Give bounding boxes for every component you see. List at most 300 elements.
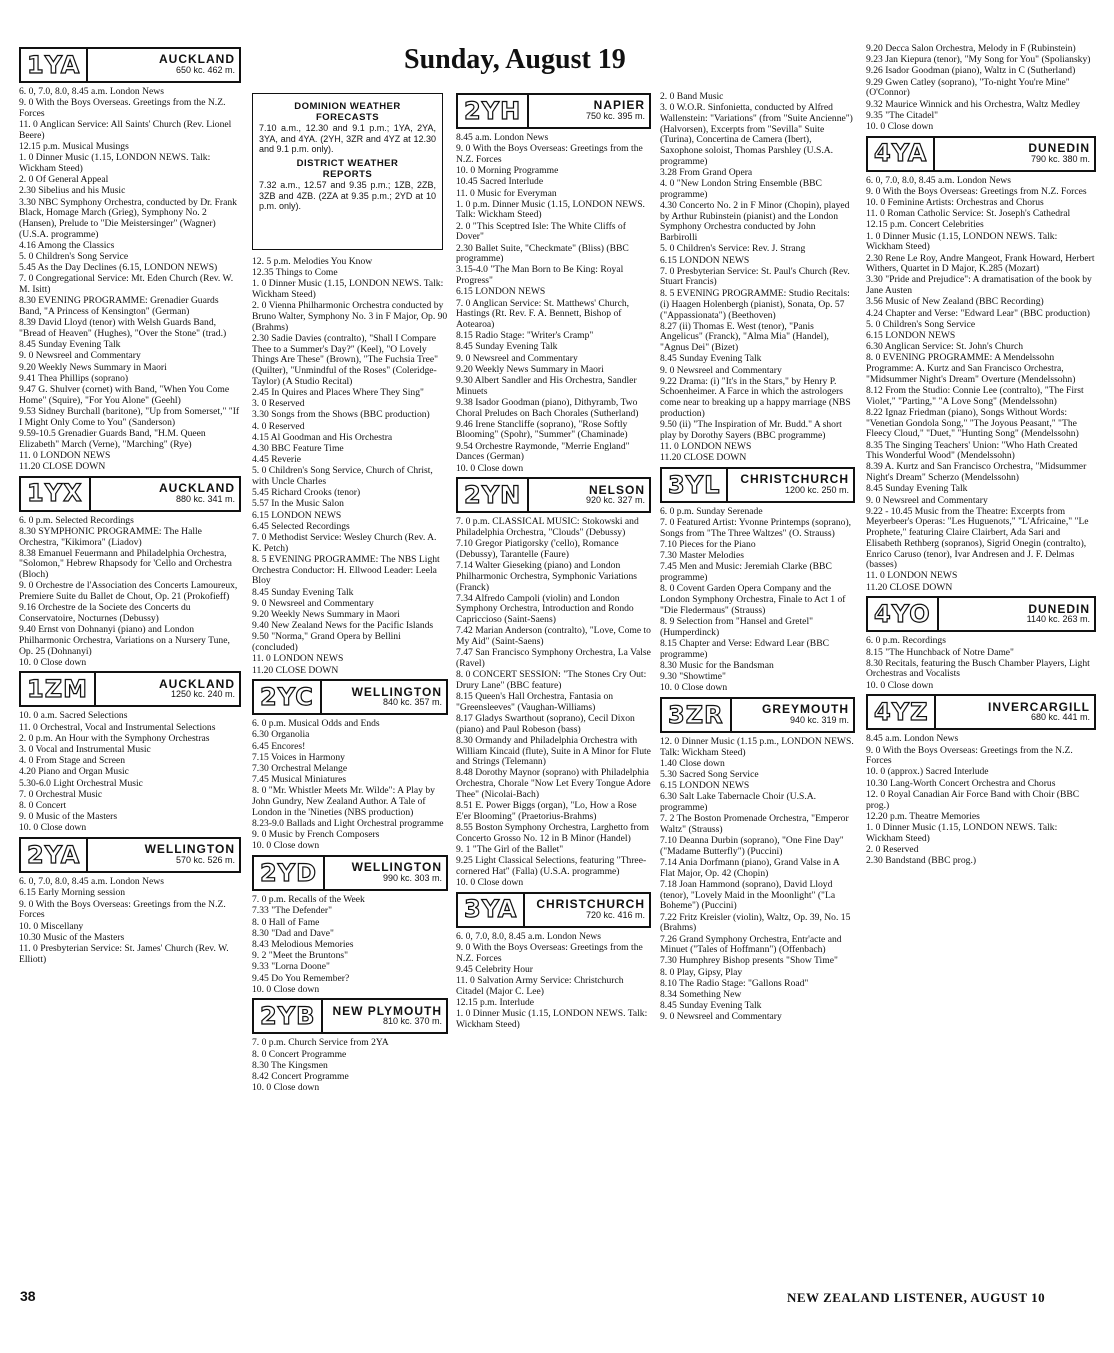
programme-entry: 7.10 Gregor Piatigorsky ('cello), Romance (Debussy), Tarantelle (Faure) xyxy=(456,538,619,560)
station-callsign: 4YA xyxy=(868,138,935,170)
station-heading-2yc xyxy=(252,679,448,715)
programme-entry: 11. 0 LONDON NEWS xyxy=(866,570,958,582)
station-heading-2yn xyxy=(456,477,651,513)
page-header: Sunday, August 19 xyxy=(404,44,626,75)
programme-entry: 11. 0 LONDON NEWS xyxy=(660,441,752,452)
programme-entry: 11. 0 Anglican Service: All Saints' Church (Rev. Lionel Beere) xyxy=(19,119,232,141)
programme-entry: 8.30 The Kingsmen xyxy=(252,1059,328,1071)
programme-entry: 2. 0 Band Music xyxy=(660,92,724,102)
programme-entry: 12.15 p.m. Interlude xyxy=(456,996,535,1008)
programme-entry: 8. 9 Selection from "Hansel and Gretel" (Humperdinck) xyxy=(660,615,814,638)
station-callsign: 3YA xyxy=(458,894,525,926)
programme-entry: 9. 0 With the Boys Overseas: Greetings from the N.Z. Forces xyxy=(19,898,226,921)
programme-entry: 1. 0 Dinner Music (1.15, LONDON NEWS. Talk: Wickham Steed) xyxy=(456,1008,648,1030)
programme-entry: 8. 0 CONCERT SESSION: "The Stones Cry Out: Drury Lane" (BBC feature) xyxy=(456,669,647,691)
programme-entry: 10. 0 Close down xyxy=(19,656,87,668)
station-frequency: 720 kc. 416 m. xyxy=(585,909,645,920)
programme-entry: 8. 5 EVENING PROGRAMME: Studio Recitals: xyxy=(660,287,850,299)
programme-entry: 4. 0 "New London String Ensemble (BBC programme) xyxy=(660,178,822,200)
column-3 xyxy=(456,90,651,1284)
programme-entry: 8.30 Music for the Bandsman xyxy=(660,659,774,671)
programme-entry: 9. 2 "Meet the Bruntons" xyxy=(252,950,349,962)
station-frequency: 1200 kc. 250 m. xyxy=(784,484,849,495)
programme-entry: 8.45 Sunday Evening Talk xyxy=(456,341,558,353)
programme-entry: 11. 0 Music for Everyman xyxy=(456,187,557,199)
programme-entry: 1. 0 p.m. Dinner Music (1.15, LONDON NEWS. Talk: Wickham Steed) xyxy=(456,198,645,221)
programme-entry: 2. 0 Of General Appeal xyxy=(19,174,109,186)
station-callsign: 2YC xyxy=(254,681,322,713)
programme-entry: 10.30 Lang-Worth Concert Orchestra and Chorus xyxy=(866,777,1056,789)
programme-entry: 8.10 The Radio Stage: "Gallons Road" xyxy=(660,977,809,989)
programme-entry: 11. 0 Salvation Army Service: Christchurch Citadel (Major C. Lee) xyxy=(456,975,624,997)
programme-entry: 12. 0 Royal Canadian Air Force Band with Choir (BBC prog.) xyxy=(866,788,1080,811)
programme-entry: 4.24 Chapter and Verse: "Edward Lear" (BBC production) xyxy=(866,307,1090,319)
programme-entry: 10. 0 Close down xyxy=(19,822,87,834)
programme-entry: 9. 0 Newsreel and Commentary xyxy=(19,350,141,362)
programme-entry: 4.30 Concerto No. 2 in F Minor (Chopin), played by Arthur Rubinstein (pianist) and the London Symphony Orchestra conducted by John Barbirolli xyxy=(660,200,850,244)
programme-entry: 8. 0 Concert xyxy=(19,800,67,812)
station-info xyxy=(936,696,1094,728)
programme-entry: 3.30 NBC Symphony Orchestra, conducted by Dr. Frank Black, Homage March (Grieg), Symphony No. 2 (Hansen), Prelude to "Die Meistersinger" (Wagner) (U.S.A. programme) xyxy=(19,196,237,240)
station-city: CHRISTCHURCH xyxy=(536,897,645,911)
station-frequency: 880 kc. 341 m. xyxy=(175,493,235,504)
programme-entry: 9. 0 Newsreel and Commentary xyxy=(456,352,578,364)
station-heading-3zr xyxy=(660,697,855,733)
programme-entry: 7.33 "The Defender" xyxy=(252,905,333,917)
programme-entry: 4.16 Among the Classics xyxy=(19,239,115,251)
programme-entry: 6. 0 p.m. Recordings xyxy=(866,635,946,647)
programme-entry: 4.30 BBC Feature Time xyxy=(252,442,344,454)
programme-entry: 11. 0 LONDON NEWS xyxy=(252,653,344,665)
programme-entry: 9.22 - 10.45 Music from the Theatre: Excerpts from Meyerbeer's Operas: "Les Huguenots," "L'Africaine," "Le Prophete," featuring Claire Clairbert, Ada Sari and Elisabeth Rethberg (sopranos), Sigrid Onegin (contralto), Enrico Caruso (tenor), Ivar Andresen and J. F. Delmas (basses) xyxy=(866,505,1089,571)
programme-entry: 9. 0 With the Boys Overseas. Greetings from the N.Z. Forces xyxy=(19,97,226,119)
weather-box xyxy=(252,93,443,250)
programme-entry: 8.45 Sunday Evening Talk xyxy=(660,353,762,365)
programme-entry: 9.20 Weekly News Summary in Maori xyxy=(252,609,400,620)
station-heading-2ya xyxy=(19,837,241,873)
programme-entry: 4.20 Piano and Organ Music xyxy=(19,766,129,778)
programme-entry: 10.45 Sacred Interlude xyxy=(456,176,544,188)
programme-entry: (i) Haagen Holenbergh (pianist), Sonata, Op. 57 ("Appassionata") (Beethoven) xyxy=(660,298,845,321)
programme-entry: 5. 0 Children's Song Service xyxy=(866,318,976,330)
station-city: GREYMOUTH xyxy=(762,702,849,717)
programme-entry: 3.15-4.0 "The Man Born to Be King: Royal Progress" xyxy=(456,264,624,287)
programme-entry: 7. 0 Orchestral Music xyxy=(19,788,103,800)
programme-entry: 2.30 Bandstand (BBC prog.) xyxy=(866,855,977,867)
station-frequency: 680 kc. 441 m. xyxy=(1030,712,1090,723)
programme-entry: 11.20 CLOSE DOWN xyxy=(19,460,106,472)
weather-text: 7.32 a.m., 12.57 and 9.35 p.m.; 1ZB, 2ZB, 3ZB and 4ZB. (2ZA at 9.35 p.m.; 2YD at 10 p.m. only). xyxy=(259,180,436,212)
programme-entry: 9.16 Orchestre de la Societe des Concerts du Conservatoire, Nocturnes (Debussy) xyxy=(19,602,191,624)
station-heading-3ya xyxy=(456,892,651,928)
station-info xyxy=(325,857,446,889)
programme-entry: 7.30 Master Melodies xyxy=(660,550,744,562)
station-heading-2yh xyxy=(456,93,651,129)
station-info xyxy=(91,478,239,510)
programme-entry: 8.12 From the Studio: Connie Lee (contralto), "The First Violet," "Parting," "A Love Song" (Mendelssohn) xyxy=(866,384,1084,407)
programme-entry: 8.45 Sunday Evening Talk xyxy=(252,586,354,598)
programme-entry: 1. 0 Dinner Music (1.15, LONDON NEWS. Talk: Wickham Steed) xyxy=(19,152,211,174)
programme-entry: 3.28 From Grand Opera xyxy=(660,166,753,178)
programme-entry: 10. 0 Close down xyxy=(456,462,524,474)
programme-entry: 8.39 A. Kurtz and San Francisco Orchestra, "Midsummer Night's Dream" Scherzo (Mendelssohn) xyxy=(866,461,1087,484)
programme-entry: 5. 0 Children's Service: Rev. J. Strang xyxy=(660,243,806,255)
programme-entry: 11. 0 Presbyterian Service: St. James' Church (Rev. W. Elliott) xyxy=(19,942,229,965)
programme-entry: 8.30 "Dad and Dave" xyxy=(252,927,334,939)
programme-entry: 7.10 Pieces for the Piano xyxy=(660,539,756,551)
programme-entry: 12. 0 Dinner Music (1.15 p.m., LONDON NEWS. Talk: Wickham Steed) xyxy=(660,735,854,758)
programme-entry: 9.30 "Showtime" xyxy=(660,670,726,682)
programme-entry: 6.15 LONDON NEWS xyxy=(660,254,750,266)
programme-entry: 8.35 The Singing Teachers' Union: "Who Hath Created This Wonderful Wood" (Mendelssohn) xyxy=(866,439,1078,462)
programme-entry: 8.15 "The Hunchback of Notre Dame" xyxy=(866,646,1014,658)
programme-entry: 6.45 Encores! xyxy=(252,740,306,752)
weather-title: REPORTS xyxy=(322,168,373,180)
station-city: DUNEDIN xyxy=(1028,601,1090,616)
programme-entry: 6.15 LONDON NEWS xyxy=(660,780,750,792)
programme-entry: 10. 0 Close down xyxy=(866,120,934,132)
programme-entry: 6.15 LONDON NEWS xyxy=(456,286,546,298)
station-heading-4ya xyxy=(866,136,1096,172)
station-heading-1yx xyxy=(19,476,241,512)
station-info xyxy=(323,1000,446,1032)
page-number: 38 xyxy=(20,1288,36,1304)
programme-entry: 9. 0 With the Boys Overseas: Greetings from N.Z. Forces xyxy=(866,185,1087,197)
programme-entry: 5.30 Sacred Song Service xyxy=(660,768,759,780)
programme-entry: 7. 0 p.m. CLASSICAL MUSIC: Stokowski and Philadelphia Orchestra, "Clouds" (Debussy) xyxy=(456,516,639,538)
programme-entry: 10. 0 a.m. Sacred Selections xyxy=(19,710,128,722)
programme-entry: 1. 0 Dinner Music (1.15, LONDON NEWS. Talk: Wickham Steed) xyxy=(866,230,1058,253)
programme-entry: 9.33 "Lorna Doone" xyxy=(252,961,330,973)
station-frequency: 940 kc. 319 m. xyxy=(789,714,849,725)
programme-entry: 3. 0 Reserved xyxy=(252,398,305,410)
station-city: WELLINGTON xyxy=(351,860,442,875)
programme-entry: 9.53 Sidney Burchall (baritone), "Up from Somerset," "If I Might Only Come to You" (Sanderson) xyxy=(19,405,240,428)
programme-entry: 7.45 Musical Miniatures xyxy=(252,774,347,786)
programme-entry: 6. 0 p.m. Musical Odds and Ends xyxy=(252,718,380,730)
programme-entry: 7. 0 p.m. Church Service from 2YA xyxy=(252,1037,389,1049)
station-callsign: 1ZM xyxy=(21,673,96,705)
programme-entry: 7. 2 The Boston Promenade Orchestra, "Emperor Waltz" (Strauss) xyxy=(660,813,849,835)
programme-entry: 3.30 "Pride and Prejudice": A dramatisation of the book by Jane Austen xyxy=(866,274,1092,297)
programme-entry: 7.34 Alfredo Campoli (violin) and London Symphony Orchestra, Introduction and Rondo Capriccioso (Saint-Saens) xyxy=(456,592,634,626)
station-city: INVERCARGILL xyxy=(988,699,1090,714)
column-1 xyxy=(19,44,241,1284)
programme-entry: 9. 0 Newsreel and Commentary xyxy=(660,1011,782,1023)
station-callsign: 3ZR xyxy=(662,699,732,731)
programme-entry: 5. 0 Children's Song Service xyxy=(19,251,129,263)
programme-entry: 9.54 Orchestre Raymonde, "Merrie England" Dances (German) xyxy=(456,440,630,463)
programme-entry: 8.30 Recitals, featuring the Busch Chamber Players, Light Orchestras and Vocalists xyxy=(866,657,1090,680)
programme-entry: 8.15 Queen's Hall Orchestra, Fantasia on "Greensleeves" (Vaughan-Williams) xyxy=(456,691,614,713)
programme-entry: 8.45 a.m. London News xyxy=(456,132,549,143)
programme-entry: 4.45 Reverie xyxy=(252,454,302,466)
programme-entry: 6. 0, 7.0, 8.0, 8.45 a.m. London News xyxy=(19,876,164,888)
station-heading-3yl xyxy=(660,467,855,503)
station-callsign: 1YX xyxy=(21,478,91,510)
programme-entry: 8.45 Sunday Evening Talk xyxy=(19,339,121,351)
programme-entry: 8.45 a.m. London News xyxy=(866,733,959,745)
programme-entry: 12.20 p.m. Theatre Memories xyxy=(866,810,980,822)
programme-entry: 9. 0 Music of the Masters xyxy=(19,811,118,823)
programme-entry: 7.10 Deanna Durbin (soprano), "One Fine Day" ("Madame Butterfly") (Puccini) xyxy=(660,835,844,857)
programme-entry: 12.35 Things to Come xyxy=(252,267,338,279)
programme-entry: 8.42 Concert Programme xyxy=(252,1071,349,1083)
programme-entry: 7.14 Walter Gieseking (piano) and London Philharmonic Orchestra, Symphonic Variations (Franck) xyxy=(456,560,638,593)
programme-entry: 2. 0 "This Sceptred Isle: The White Cliffs of Dover" xyxy=(456,220,626,243)
station-heading-4yo xyxy=(866,596,1096,632)
programme-entry: 8.39 David Lloyd (tenor) with Welsh Guards Band, "Bread of Heaven" (Hughes), "Over the Stone" (trad.) xyxy=(19,317,227,339)
programme-entry: 12.15 p.m. Musical Musings xyxy=(19,141,129,153)
station-info xyxy=(939,598,1094,630)
weather-text: 7.10 a.m., 12.30 and 9.1 p.m.; 1YA, 2YA, 3YA, and 4YA. (2YH, 3ZR and 4YZ at 12.30 and 9.1 p.m. only). xyxy=(259,123,436,155)
programme-entry: 8. 0 EVENING PROGRAMME: A Mendelssohn Programme: A. Kurtz and San Francisco Orchestra, "Midsummer Night's Dream" Overture (Mendelssohn) xyxy=(866,352,1076,385)
station-heading-2yb xyxy=(252,998,448,1034)
station-info xyxy=(529,479,649,511)
station-frequency: 840 kc. 357 m. xyxy=(382,697,442,708)
station-callsign: 2YD xyxy=(254,857,325,889)
programme-entry: 8. 0 "Mr. Whistler Meets Mr. Wilde": A Play by John Gundry, New Zealand Author. A Tale of London in the 'Nineties (NBS production) xyxy=(252,785,435,818)
programme-entry: 10. 0 Miscellany xyxy=(19,920,84,932)
programme-entry: 3.56 Music of New Zealand (BBC Recording) xyxy=(866,296,1044,308)
programme-entry: 7. 0 Methodist Service: Wesley Church (Rev. A. K. Petch) xyxy=(252,532,437,554)
programme-entry: 9.50 "Norma," Grand Opera by Bellini (concluded) xyxy=(252,631,401,654)
programme-entry: 3. 0 Vocal and Instrumental Music xyxy=(19,744,151,756)
station-city: AUCKLAND xyxy=(159,52,235,67)
station-city: WELLINGTON xyxy=(144,842,235,857)
station-heading-1zm xyxy=(19,671,241,707)
programme-entry: 9.25 Light Classical Selections, featuring "Three-cornered Hat" (Falla) (U.S.A. programme) xyxy=(456,855,647,877)
programme-entry: 8. 0 Hall of Fame xyxy=(252,916,320,928)
programme-entry: 7. 0 p.m. Recalls of the Week xyxy=(252,894,365,906)
station-callsign: 2YH xyxy=(458,95,529,127)
programme-entry: 9.38 Isador Goodman (piano), Dithyramb, Two Choral Preludes on Bach Chorales (Sutherland) xyxy=(456,396,639,419)
programme-entry: 5.45 As the Day Declines (6.15, LONDON NEWS) xyxy=(19,262,218,274)
programme-entry: 3.30 Songs from the Shows (BBC production) xyxy=(252,409,430,421)
station-frequency: 810 kc. 370 m. xyxy=(382,1016,442,1027)
programme-entry: 8. 0 Covent Garden Opera Company and the London Symphony Orchestra, Finale to Act 1 of "Die Fledermaus" (Strauss) xyxy=(660,583,846,616)
programme-entry: 9.35 "The Citadel" xyxy=(866,109,939,121)
programme-entry: 11. 0 Orchestral, Vocal and Instrumental Selections xyxy=(19,721,216,733)
programme-entry: 8.22 Ignaz Friedman (piano), Songs Without Words: "Venetian Gondola Song," "The Joyous Peasant," "The Fleecy Cloud," "Duet," "Hunting Song" (Mendelssohn) xyxy=(866,406,1079,440)
programme-entry: 8.45 Sunday Evening Talk xyxy=(660,1000,762,1012)
programme-entry: 10. 0 Close down xyxy=(456,877,524,888)
programme-entry: 8. 0 Concert Programme xyxy=(252,1048,347,1060)
programme-entry: 10. 0 Close down xyxy=(866,679,934,691)
programme-entry: 6.15 LONDON NEWS xyxy=(866,329,956,341)
programme-entry: 10. 0 Close down xyxy=(252,1082,320,1094)
programme-entry: 7.30 Humphrey Bishop presents "Show Time" xyxy=(660,955,838,967)
station-city: AUCKLAND xyxy=(159,676,235,691)
programme-entry: 7.18 Joan Hammond (soprano), David Lloyd (tenor), "Lovely Maid in the Moonlight" ("La Boheme") (Puccini) xyxy=(660,879,836,912)
programme-entry: 2. 0 Reserved xyxy=(866,843,919,855)
programme-entry: 11. 0 LONDON NEWS xyxy=(19,449,111,461)
programme-entry: 9.47 G. Shulver (cornet) with Band, "When You Come Home" (Squire), "For You Alone" (Geehl) xyxy=(19,383,230,406)
programme-entry: 7.45 Men and Music: Jeremiah Clarke (BBC programme) xyxy=(660,561,832,584)
programme-entry: 7.30 Orchestral Melange xyxy=(252,763,348,775)
station-frequency: 790 kc. 380 m. xyxy=(1030,153,1090,164)
programme-entry: 9.23 Jan Kiepura (tenor), "My Song for You" (Spoliansky) xyxy=(866,54,1091,66)
programme-entry: 9.41 Thea Phillips (soprano) xyxy=(19,372,129,384)
programme-entry: 10. 0 Feminine Artists: Orchestras and Chorus xyxy=(866,197,1044,209)
programme-entry: 6.30 Salt Lake Tabernacle Choir (U.S.A. programme) xyxy=(660,791,817,814)
station-city: AUCKLAND xyxy=(159,480,235,495)
station-city: CHRISTCHURCH xyxy=(740,472,849,487)
programme-entry: 2.30 Sadie Davies (contralto), "Shall I Compare Thee to a Summer's Day?" (Keel), "O Lovely Things Are These" (Brown), "The Fuchsia Tree" (Quilter), "Unmindful of the Roses" (Coleridge-Taylor) (A Studio Recital) xyxy=(252,332,439,387)
programme-entry: 12. 5 p.m. Melodies You Know xyxy=(252,257,373,267)
programme-entry: 11.20 CLOSE DOWN xyxy=(252,664,339,676)
programme-entry: 9.20 Weekly News Summary in Maori xyxy=(19,361,167,373)
programme-entry: 7. 0 Featured Artist: Yvonne Printemps (soprano), Songs from "The Three Waltzes" (O. Strauss) xyxy=(660,517,852,539)
programme-entry: 9.45 Do You Remember? xyxy=(252,972,350,984)
programme-entry: 1.40 Close down xyxy=(660,757,725,769)
programme-entry: 6. 0, 7.0, 8.0, 8.45 a.m. London News xyxy=(866,174,1011,186)
programme-entry: 6.30 Anglican Service: St. John's Church xyxy=(866,341,1024,353)
column-4 xyxy=(660,92,855,1284)
programme-entry: 8.55 Boston Symphony Orchestra, Larghetto from Concerto Grosso No. 12 in B Minor (Handel) xyxy=(456,821,650,844)
weather-title: DOMINION WEATHER xyxy=(294,101,401,112)
station-city: NELSON xyxy=(588,482,645,497)
station-info xyxy=(529,95,649,127)
station-city: WELLINGTON xyxy=(351,684,442,699)
publication-footer: NEW ZEALAND LISTENER, AUGUST 10 xyxy=(787,1290,1046,1305)
station-callsign: 2YB xyxy=(254,1000,323,1032)
weather-title: FORECASTS xyxy=(315,111,380,123)
programme-entry: 9. 0 Newsreel and Commentary xyxy=(660,364,782,376)
station-callsign: 1YA xyxy=(21,49,88,81)
column-5 xyxy=(866,44,1096,1284)
programme-entry: 9.40 New Zealand News for the Pacific Islands xyxy=(252,620,434,632)
programme-entry: 5.57 In the Music Salon xyxy=(252,498,344,510)
programme-entry: 9. 0 With the Boys Overseas: Greetings from the N.Z. Forces xyxy=(456,941,643,964)
programme-entry: 4.15 Al Goodman and His Orchestra xyxy=(252,431,393,443)
programme-entry: 9. 1 "The Girl of the Ballet" xyxy=(456,843,564,855)
programme-entry: 7. 0 Congregational Service: Mt. Eden Church (Rev. W. M. Isitt) xyxy=(19,273,234,296)
programme-entry: 8.30 EVENING PROGRAMME: Grenadier Guards Band, "A Princess of Kensington" (German) xyxy=(19,295,219,318)
programme-entry: 8.30 SYMPHONIC PROGRAMME: The Halle Orchestra, "Kikimora" (Liadov) xyxy=(19,525,202,548)
programme-entry: 11. 0 Roman Catholic Service: St. Joseph's Cathedral xyxy=(866,208,1071,220)
programme-entry: 11.20 CLOSE DOWN xyxy=(660,452,747,464)
programme-entry: 8. 0 Play, Gipsy, Play xyxy=(660,966,743,978)
programme-entry: 7. 0 Presbyterian Service: St. Paul's Church (Rev. Stuart Francis) xyxy=(660,265,850,288)
programme-entry: 9.46 Irene Stancliffe (soprano), "Rose Softly Blooming" (Spohr), "Summer" (Chaminade) xyxy=(456,418,628,441)
programme-entry: 8.45 Sunday Evening Talk xyxy=(866,483,968,495)
programme-entry: 8.43 Melodious Memories xyxy=(252,938,354,950)
programme-entry: 9.50 (ii) "The Inspiration of Mr. Budd." A short play by Dorothy Sayers (BBC programme) xyxy=(660,419,842,441)
station-info xyxy=(88,839,239,871)
weather-title: DISTRICT WEATHER xyxy=(296,157,399,169)
station-heading-1ya xyxy=(19,47,241,83)
programme-entry: 6.15 Early Morning session xyxy=(19,887,126,899)
programme-entry: 2. 0 p.m. An Hour with the Symphony Orchestras xyxy=(19,732,210,744)
programme-entry: 8.38 Emanuel Feuermann and Philadelphia Orchestra, "Solomon," Hebrew Rhapsody for 'Cello and Orchestra (Bloch) xyxy=(19,547,232,581)
station-heading-4yz xyxy=(866,694,1096,730)
programme-entry: 9. 0 With the Boys Overseas: Greetings from the N.Z. Forces xyxy=(866,744,1073,767)
programme-entry: 8.27 (ii) Thomas E. West (tenor), "Panis Angelicus" (Franck), "Alma Mia" (Handel), "Agnus Dei" (Bizet) xyxy=(660,320,829,354)
programme-entry: 11.20 CLOSE DOWN xyxy=(866,581,953,593)
programme-entry: 7.14 Ania Dorfmann (piano), Grand Valse in A Flat Major, Op. 42 (Chopin) xyxy=(660,857,840,879)
programme-entry: 10. 0 (approx.) Sacred Interlude xyxy=(866,766,989,778)
station-info xyxy=(88,49,239,81)
programme-entry: 9.26 Isador Goodman (piano), Waltz in C (Sutherland) xyxy=(866,65,1076,77)
programme-entry: 10. 0 Close down xyxy=(252,983,320,995)
programme-entry: 6.30 Organolia xyxy=(252,729,310,741)
programme-entry: 9.32 Maurice Winnick and his Orchestra, Waltz Medley xyxy=(866,98,1081,110)
programme-entry: 6. 0, 7.0, 8.0, 8.45 a.m. London News xyxy=(19,86,164,97)
station-frequency: 1140 kc. 263 m. xyxy=(1026,614,1090,625)
station-info xyxy=(525,894,649,926)
station-callsign: 4YZ xyxy=(868,696,936,728)
programme-entry: 7. 0 Anglican Service: St. Matthews' Church, Hastings (Rt. Rev. F. A. Bennett, Bishop of Aotearoa) xyxy=(456,297,630,330)
programme-entry: 10. 0 Close down xyxy=(660,682,728,694)
station-frequency: 750 kc. 395 m. xyxy=(585,111,645,121)
programme-entry: 3. 0 W.O.R. Sinfonietta, conducted by Alfred Wallenstein: "Variations" (from "Suite Ancienne") (Halvorsen), Excerpts from "Sevilla" Suite (Turina), Concertina de Camera (Ibert), Saxophone soloist, Thomas Parshley (U.S.A. programme) xyxy=(660,102,853,167)
programme-entry: 10.30 Music of the Masters xyxy=(19,931,125,943)
programme-entry: 9. 0 Newsreel and Commentary xyxy=(252,597,374,609)
programme-entry: 8.30 Ormandy and Philadelphia Orchestra with William Kincaid (flute), Suite in A Minor for Flute and Strings (Telemann) xyxy=(456,734,651,768)
programme-entry: 6.15 LONDON NEWS xyxy=(252,509,342,521)
programme-entry: 9.40 Ernst von Dohnanyi (piano) and London Philharmonic Orchestra, Variations on a Nursery Tune, Op. 25 (Dohnanyi) xyxy=(19,624,230,657)
programme-entry: 10. 0 Morning Programme xyxy=(456,165,559,177)
station-info xyxy=(322,681,446,713)
programme-entry: 12.15 p.m. Concert Celebrities xyxy=(866,219,984,231)
station-frequency: 1250 kc. 240 m. xyxy=(170,689,235,700)
programme-entry: 8.51 E. Power Biggs (organ), "Lo, How a Rose E'er Blooming" (Praetorius-Brahms) xyxy=(456,800,637,822)
programme-entry: 1. 0 Dinner Music (1.15, LONDON NEWS. Talk: Wickham Steed) xyxy=(252,278,444,301)
programme-entry: 7.15 Voices in Harmony xyxy=(252,751,345,763)
programme-entry: 9. 0 Newsreel and Commentary xyxy=(866,494,988,506)
programme-entry: 5.45 Richard Crooks (tenor) xyxy=(252,487,361,499)
station-info xyxy=(728,469,853,501)
programme-entry: 7.26 Grand Symphony Orchestra, Entr'acte and Minuet ("Tales of Hoffmann") (Offenbach) xyxy=(660,933,842,956)
programme-entry: 8.48 Dorothy Maynor (soprano) with Philadelphia Orchestra, Chorale "Now Let Every Tongue Adore Thee" (Nicolai-Bach) xyxy=(456,767,651,800)
programme-entry: 9.59-10.5 Grenadier Guards Band, "H.M. Queen Elizabeth" March (Verne), "Marching" (Rye) xyxy=(19,427,206,450)
programme-entry: 9.29 Gwen Catley (soprano), "To-night You're Mine" (O'Connor) xyxy=(866,76,1070,99)
programme-entry: 4. 0 Reserved xyxy=(252,420,305,432)
programme-entry: 8.23-9.0 Ballads and Light Orchestral programme xyxy=(252,818,444,830)
programme-entry: 5. 0 Children's Song Service, Church of Christ, with Uncle Charles xyxy=(252,465,433,488)
station-callsign: 4YO xyxy=(868,598,939,630)
programme-entry: 7.22 Fritz Kreisler (violin), Waltz, Op. 39, No. 15 (Brahms) xyxy=(660,911,851,934)
station-city: NEW PLYMOUTH xyxy=(332,1003,442,1018)
programme-entry: 8.15 Radio Stage: "Writer's Cramp" xyxy=(456,330,594,342)
programme-entry: 9. 0 With the Boys Overseas: Greetings from the N.Z. Forces xyxy=(456,143,643,165)
station-info xyxy=(96,673,239,705)
programme-entry: 8.17 Gladys Swarthout (soprano), Cecil Dixon (piano) and Paul Robeson (bass) xyxy=(456,712,635,735)
station-city: DUNEDIN xyxy=(1028,140,1090,155)
programme-entry: 9. 0 Music by French Composers xyxy=(252,829,380,841)
programme-entry: 5.30-6.0 Light Orchestral Music xyxy=(19,777,143,789)
programme-entry: 4. 0 From Stage and Screen xyxy=(19,755,126,767)
programme-entry: 10. 0 Close down xyxy=(252,840,320,852)
column-2 xyxy=(252,257,448,1284)
programme-entry: 7.47 San Francisco Symphony Orchestra, La Valse (Ravel) xyxy=(456,647,651,669)
station-callsign: 2YN xyxy=(458,479,529,511)
programme-entry: 6. 0 p.m. Selected Recordings xyxy=(19,514,134,526)
programme-entry: 8. 5 EVENING PROGRAMME: The NBS Light Orchestra Conductor: H. Ellwood Leader: Leela Bloy xyxy=(252,553,440,587)
programme-entry: 6. 0, 7.0, 8.0, 8.45 a.m. London News xyxy=(456,930,601,942)
programme-entry: 8.34 Something New xyxy=(660,989,742,1001)
station-city: NAPIER xyxy=(593,98,645,113)
programme-entry: 7.42 Marian Anderson (contralto), "Love, Come to My Aid" (Saint-Saens) xyxy=(456,625,651,648)
station-callsign: 2YA xyxy=(21,839,88,871)
station-frequency: 920 kc. 327 m. xyxy=(585,495,645,506)
station-frequency: 990 kc. 303 m. xyxy=(382,873,442,884)
programme-entry: 9.22 Drama: (i) "It's in the Stars," by Henry P. Schoenheimer. A Farce in which the astrologers come near to breaking up a happy marriage (NBS production) xyxy=(660,375,851,419)
station-info xyxy=(935,138,1094,170)
programme-entry: 9.20 Decca Salon Orchestra, Melody in F (Rubinstein) xyxy=(866,44,1076,54)
programme-entry: 8.15 Chapter and Verse: Edward Lear (BBC programme) xyxy=(660,637,830,660)
